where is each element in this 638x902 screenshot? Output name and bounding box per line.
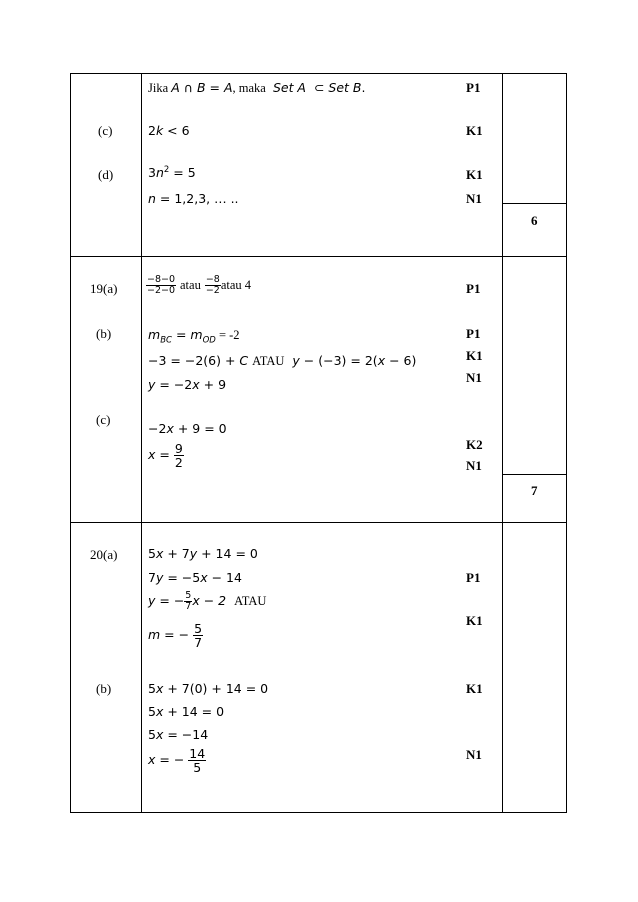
expr-5x-plus-14: 5x + 14 = 0: [148, 704, 225, 719]
expr-mbc-eq-mod: [148, 327, 240, 346]
column-divider-2: [502, 73, 503, 813]
total-rule-1: [502, 203, 566, 204]
m-symbol-2: m: [190, 327, 203, 342]
atau-3: ATAU: [252, 354, 285, 368]
fraction-1-num: −8−0: [147, 274, 176, 285]
mark-row2-1: P1: [466, 281, 481, 296]
mark-row3-3: K1: [466, 681, 483, 696]
label-c-row2: (c): [96, 412, 111, 427]
expr-2k-lt-6: 2k < 6: [148, 123, 190, 138]
fraction-9-2: [174, 442, 184, 469]
fraction-9-2-den: 2: [174, 455, 183, 471]
label-c-row1: (c): [98, 123, 113, 138]
expr-m-slope: [148, 622, 203, 649]
fraction-14-5-num: 14: [189, 746, 206, 761]
fraction-5-7-b-den: 7: [194, 635, 203, 651]
expr-c-or-point-slope: −3 = −2(6) + C ATAU y − (−3) = 2(x − 6): [148, 353, 417, 368]
expr-3n2-eq-5: $3n^2 = 5$: [148, 165, 196, 181]
minus-two: = -2: [215, 328, 240, 342]
label-b-row3: (b): [96, 681, 112, 696]
mark-row2-2: P1: [466, 326, 481, 341]
row-divider-1: [70, 256, 567, 257]
fraction-5-7-b-num: 5: [194, 621, 203, 636]
mark-row1-2: K1: [466, 123, 483, 138]
expr-x-nine-halves: [148, 442, 184, 469]
expr-gradient-options: [146, 275, 251, 296]
mark-row2-3: K1: [466, 348, 483, 363]
mark-row2-6: N1: [466, 458, 482, 473]
label-20a: 20(a): [90, 547, 118, 562]
fraction-1-den: −2−0: [147, 284, 176, 296]
total-row1: 6: [531, 213, 538, 228]
fraction-2: [205, 275, 221, 296]
x-minus-two: x − 2: [192, 592, 227, 608]
expr-x-frac: [148, 747, 206, 774]
mark-row2-4: N1: [466, 370, 482, 385]
column-divider-1: [141, 73, 142, 813]
expr-7y: 7y = −5x − 14: [148, 570, 242, 585]
expr-y-slope-form: [148, 591, 266, 612]
expr-set-zero: −2x + 9 = 0: [148, 421, 227, 436]
y-eq-lhs: y = −: [148, 592, 185, 608]
mark-row1-1: P1: [466, 80, 481, 95]
atau-4: ATAU: [234, 593, 267, 608]
table-border-bottom: [70, 812, 567, 813]
total-rule-2: [502, 474, 566, 475]
fraction-5-7-a-num: 5: [185, 590, 192, 601]
label-19a: 19(a): [90, 281, 118, 296]
total-row2: 7: [531, 483, 538, 498]
expr-y-eq-line: y = −2x + 9: [148, 377, 227, 392]
table-border-left: [70, 73, 71, 813]
atau-1: atau: [180, 277, 201, 292]
row1-statement: Jika A ∩ B = A, maka Set A ⊂ Set B.: [148, 80, 366, 95]
fraction-14-5-den: 5: [193, 760, 202, 776]
equals-sign: =: [171, 327, 191, 342]
expr-5x-eq: 5x = −14: [148, 727, 209, 742]
m-eq-lhs: m = −: [148, 627, 190, 643]
fraction-14-5: [188, 747, 206, 774]
x-eq-lhs: x =: [148, 447, 170, 463]
mark-row1-4: N1: [466, 191, 482, 206]
mark-row3-4: N1: [466, 747, 482, 762]
mark-row1-3: K1: [466, 167, 483, 182]
sub-bc: BC: [160, 335, 172, 346]
mark-row2-5: K2: [466, 437, 483, 452]
fraction-2-den: −2: [205, 284, 220, 296]
fraction-5-7-b: [193, 622, 203, 649]
label-b-row2: (b): [96, 326, 112, 341]
table-border-top: [70, 73, 567, 74]
m-symbol-1: m: [148, 327, 161, 342]
mark-row3-2: K1: [466, 613, 483, 628]
expr-line-eq: 5x + 7y + 14 = 0: [148, 546, 258, 561]
sub-od: OD: [202, 335, 216, 346]
atau-2: atau 4: [220, 277, 252, 292]
x-eq-neg-lhs: x = −: [148, 752, 185, 768]
fraction-5-7-a-den: 7: [185, 600, 192, 612]
label-d-row1: (d): [98, 167, 114, 182]
mark-row3-1: P1: [466, 570, 481, 585]
fraction-2-num: −8: [205, 274, 220, 285]
expr-n-values: n = 1,2,3, … ..: [148, 191, 239, 206]
row-divider-2: [70, 522, 567, 523]
expr-sub-y-zero: 5x + 7(0) + 14 = 0: [148, 681, 269, 696]
fraction-9-2-num: 9: [174, 441, 183, 456]
fraction-1: [146, 275, 176, 296]
table-border-right: [566, 73, 567, 813]
